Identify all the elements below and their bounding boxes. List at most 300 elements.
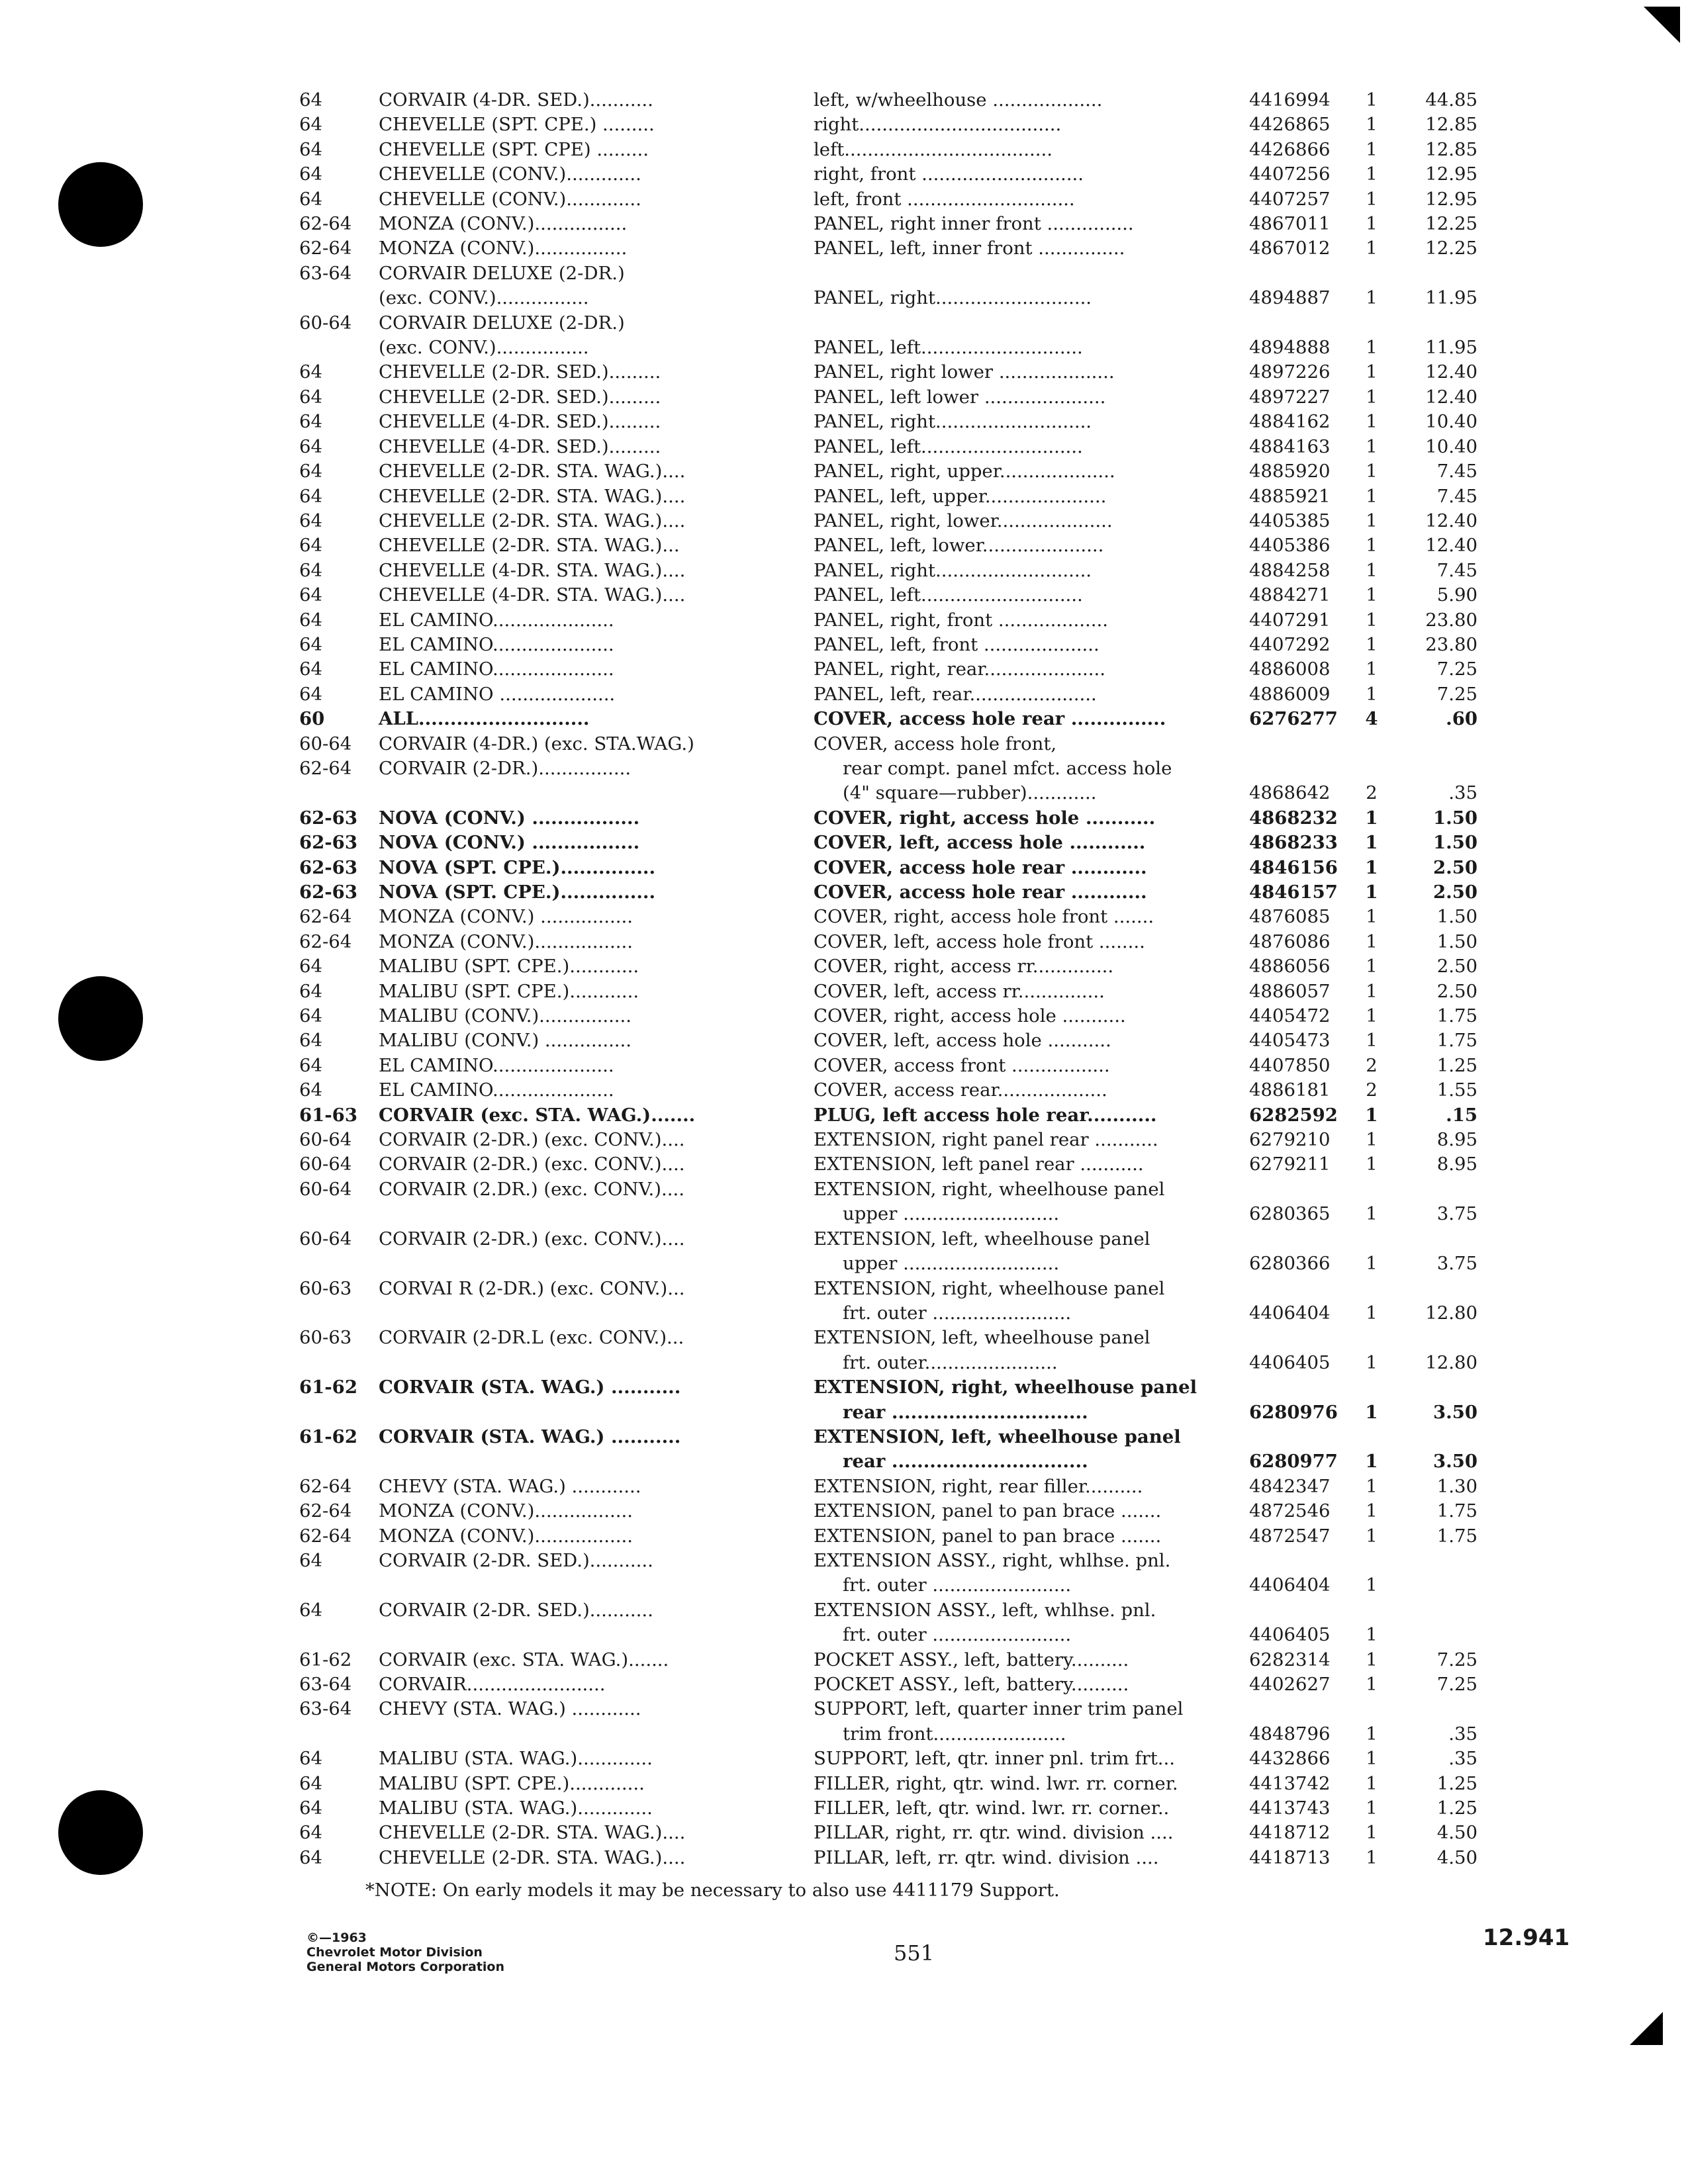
description-cell [799, 360, 1249, 385]
model-text: CHEVELLE (4-DR. STA. WAG.).... [379, 584, 686, 606]
description-cell [799, 1054, 1249, 1078]
year-text: 62-63 [299, 882, 357, 903]
model-cell [379, 806, 799, 831]
year-cell [299, 435, 379, 459]
description-text: COVER, right, access hole ........... [814, 807, 1156, 829]
quantity-cell: 1 [1366, 1574, 1378, 1596]
description-text: EXTENSION, right, wheelhouse panel [814, 1277, 1165, 1299]
price-cell: 1.25 [1436, 1797, 1477, 1819]
quantity-cell: 1 [1365, 807, 1378, 829]
table-row [299, 138, 1484, 162]
part-number-cell: 4405472 [1249, 1005, 1331, 1027]
price-cell: 1.25 [1436, 1054, 1477, 1076]
description-cell [799, 880, 1249, 905]
year-text: 64 [299, 114, 322, 136]
model-text: CORVAIR (2-DR. SED.)........... [379, 1549, 653, 1571]
model-cell [379, 905, 799, 929]
description-text: PLUG, left access hole rear........... [814, 1104, 1157, 1126]
table-row [299, 1672, 1484, 1697]
model-cell [379, 236, 799, 261]
table-row [299, 1103, 1484, 1128]
price-cell: 3.50 [1433, 1401, 1477, 1423]
model-cell [379, 1375, 799, 1425]
year-text: 62-63 [299, 807, 357, 829]
year-cell [299, 559, 379, 583]
table-row [299, 633, 1484, 657]
year-text: 64 [299, 188, 322, 210]
part-number-cell: 4884162 [1249, 411, 1331, 433]
year-text: 60-64 [299, 1154, 352, 1175]
part-number-cell: 4407257 [1249, 188, 1331, 210]
table-row [299, 113, 1484, 137]
year-cell [299, 212, 379, 236]
description-text: COVER, access hole front, [814, 733, 1057, 754]
price-cell: 23.80 [1425, 609, 1477, 631]
description-cell [799, 930, 1249, 954]
year-cell [299, 236, 379, 261]
part-number-cell: 4897226 [1249, 361, 1331, 383]
description-text: EXTENSION, panel to pan brace ....... [814, 1525, 1162, 1547]
model-text: CORVAIR (STA. WAG.) ........... [379, 1377, 681, 1398]
year-text: 63-64 [299, 262, 352, 284]
part-number-cell: 4418712 [1249, 1822, 1331, 1844]
quantity-cell: 1 [1366, 906, 1378, 928]
year-text: 64 [299, 609, 322, 631]
description-text: rear ............................... [843, 1401, 1088, 1423]
description-text: PANEL, right inner front ............... [814, 213, 1134, 235]
part-number-cell: 4407850 [1249, 1054, 1331, 1076]
model-text: CHEVELLE (2-DR. STA. WAG.).... [379, 1846, 686, 1868]
description-text: COVER, left, access hole front ........ [814, 931, 1145, 952]
model-cell [379, 1821, 799, 1845]
table-row [299, 1648, 1484, 1672]
year-text: 64 [299, 1822, 322, 1844]
price-cell: 2.50 [1433, 856, 1477, 878]
parts-table [299, 88, 1484, 1870]
table-row [299, 385, 1484, 410]
year-cell [299, 385, 379, 410]
year-text: 63-64 [299, 1674, 352, 1695]
quantity-cell: 1 [1366, 1822, 1378, 1844]
model-text: CORVAIR DELUXE (2-DR.) [379, 312, 625, 334]
quantity-cell: 1 [1366, 411, 1378, 433]
part-number-cell: 4413742 [1249, 1772, 1331, 1794]
table-row [299, 1054, 1484, 1078]
description-text: EXTENSION, right panel rear ........... [814, 1129, 1158, 1151]
model-text: MONZA (CONV.)................. [379, 931, 633, 952]
year-cell [299, 484, 379, 509]
price-cell: 11.95 [1425, 337, 1477, 359]
description-text [814, 261, 1249, 286]
year-text: 60-63 [299, 1277, 352, 1299]
year-cell [299, 1054, 379, 1078]
model-cell [379, 831, 799, 855]
description-cell [799, 583, 1249, 608]
description-cell [799, 1672, 1249, 1697]
description-text: PILLAR, right, rr. qtr. wind. division .... [814, 1822, 1174, 1844]
description-text: EXTENSION ASSY., right, whlhse. pnl. [814, 1549, 1171, 1571]
table-row [299, 1499, 1484, 1524]
model-cell [379, 1598, 799, 1648]
year-cell [299, 608, 379, 633]
part-number-cell: 4407256 [1249, 163, 1331, 185]
table-row [299, 509, 1484, 533]
price-cell: 1.75 [1436, 1005, 1477, 1027]
description-cell [799, 1326, 1249, 1375]
model-cell [379, 261, 799, 311]
table-row [299, 930, 1484, 954]
description-cell [799, 385, 1249, 410]
price-cell: 1.50 [1433, 832, 1477, 854]
model-text: CORVAIR (2-DR. SED.)........... [379, 1599, 653, 1621]
table-row [299, 954, 1484, 979]
quantity-cell: 1 [1366, 659, 1378, 680]
part-number-cell: 4402627 [1249, 1674, 1331, 1695]
year-text: 64 [299, 485, 322, 507]
part-number-cell: 4405473 [1249, 1030, 1331, 1052]
year-cell [299, 533, 379, 558]
model-text: CORVAIR (2-DR.) (exc. CONV.).... [379, 1154, 685, 1175]
table-row [299, 1747, 1484, 1771]
quantity-cell: 1 [1366, 510, 1378, 531]
model-text: EL CAMINO..................... [379, 1079, 614, 1101]
part-number-cell: 4846156 [1249, 856, 1338, 878]
description-text: PANEL, right, lower.................... [814, 510, 1113, 531]
year-text: 60-64 [299, 312, 352, 334]
description-cell [799, 905, 1249, 929]
model-text: CORVAIR (4-DR.) (exc. STA.WAG.) [379, 733, 694, 754]
quantity-cell: 1 [1366, 337, 1378, 359]
quantity-cell: 1 [1366, 287, 1378, 309]
year-cell [299, 1103, 379, 1128]
year-cell [299, 856, 379, 880]
part-number-cell: 4867012 [1249, 238, 1331, 259]
model-cell [379, 360, 799, 385]
year-cell [299, 1078, 379, 1103]
model-text: CHEVELLE (2-DR. STA. WAG.).... [379, 461, 686, 482]
year-text: 64 [299, 386, 322, 408]
year-text: 64 [299, 559, 322, 581]
model-cell [379, 1128, 799, 1152]
year-text: 62-64 [299, 757, 352, 779]
year-cell [299, 682, 379, 707]
year-text: 64 [299, 163, 322, 185]
part-number-cell: 6282314 [1249, 1649, 1331, 1670]
year-text: 64 [299, 683, 322, 705]
table-row [299, 1375, 1484, 1425]
model-cell [379, 1672, 799, 1697]
table-row [299, 1796, 1484, 1821]
price-cell: 5.90 [1436, 584, 1477, 606]
price-cell: 3.75 [1436, 1203, 1477, 1225]
quantity-cell: 1 [1366, 1154, 1378, 1175]
model-text: MALIBU (CONV.) ............... [379, 1030, 632, 1052]
year-text: 62-64 [299, 1475, 352, 1497]
description-text: PANEL, left............................ [814, 337, 1083, 359]
model-text: EL CAMINO..................... [379, 1054, 614, 1076]
quantity-cell: 1 [1366, 1351, 1378, 1373]
year-cell [299, 1004, 379, 1028]
model-text: EL CAMINO..................... [379, 659, 614, 680]
table-row [299, 682, 1484, 707]
table-row [299, 707, 1484, 731]
copyright-corporation: General Motors Corporation [306, 1960, 504, 1974]
model-cell [379, 1524, 799, 1549]
model-text: MALIBU (SPT. CPE.)............. [379, 1772, 645, 1794]
description-text: PANEL, left, inner front ............... [814, 238, 1125, 259]
quantity-cell: 1 [1365, 832, 1378, 854]
part-number-cell: 4418713 [1249, 1846, 1331, 1868]
model-cell [379, 435, 799, 459]
description-text: EXTENSION, left, wheelhouse panel [814, 1426, 1181, 1447]
part-number-cell: 4426866 [1249, 138, 1331, 160]
table-row [299, 831, 1484, 855]
description-text: left, front ............................. [814, 188, 1075, 210]
model-text: CHEVY (STA. WAG.) ............ [379, 1698, 641, 1720]
model-text: CORVAIR (4-DR. SED.)........... [379, 89, 653, 111]
copyright-block [306, 1931, 504, 1974]
model-cell [379, 410, 799, 434]
table-row [299, 1475, 1484, 1499]
table-row [299, 1524, 1484, 1549]
year-text: 60-64 [299, 1129, 352, 1151]
description-text: EXTENSION, left panel rear ........... [814, 1154, 1144, 1175]
description-text: COVER, access hole rear ............ [814, 882, 1147, 903]
model-text: NOVA (SPT. CPE.)............... [379, 882, 656, 903]
description-cell [799, 1028, 1249, 1053]
price-cell: .35 [1448, 1723, 1477, 1745]
price-cell: 1.55 [1436, 1079, 1477, 1101]
price-cell [1391, 1549, 1484, 1598]
model-cell [379, 1697, 799, 1747]
year-text: 61-62 [299, 1426, 357, 1447]
model-text: CHEVELLE (4-DR. SED.)......... [379, 435, 661, 457]
price-cell: 2.50 [1433, 882, 1477, 903]
model-cell [379, 1772, 799, 1796]
year-text: 64 [299, 361, 322, 383]
price-cell: 11.95 [1425, 287, 1477, 309]
model-cell [379, 930, 799, 954]
table-row [299, 1821, 1484, 1845]
price-cell: 7.45 [1436, 461, 1477, 482]
model-text: EL CAMINO..................... [379, 633, 614, 655]
description-text: rear ............................... [843, 1451, 1088, 1473]
copyright-year: ©—1963 [306, 1931, 367, 1945]
year-cell [299, 954, 379, 979]
year-cell [299, 410, 379, 434]
model-cell [379, 311, 799, 361]
description-cell [799, 806, 1249, 831]
part-number-cell: 6279210 [1249, 1129, 1331, 1151]
quantity-cell: 1 [1366, 1624, 1378, 1646]
part-number-cell: 4426865 [1249, 114, 1331, 136]
year-cell [299, 1747, 379, 1771]
year-text: 64 [299, 980, 322, 1002]
model-cell [379, 1078, 799, 1103]
year-cell [299, 138, 379, 162]
description-text: EXTENSION, right, wheelhouse panel [814, 1178, 1165, 1200]
price-cell: 44.85 [1425, 89, 1477, 111]
description-text: PANEL, left............................ [814, 584, 1083, 606]
model-cell [379, 187, 799, 212]
table-row [299, 1078, 1484, 1103]
model-text: CHEVELLE (CONV.)............. [379, 163, 641, 185]
part-number-cell: 4876085 [1249, 906, 1331, 928]
description-cell [799, 1277, 1249, 1326]
price-cell: 23.80 [1425, 633, 1477, 655]
model-text: MONZA (CONV.)................ [379, 213, 628, 235]
quantity-cell: 1 [1365, 882, 1378, 903]
year-cell [299, 1846, 379, 1870]
year-text: 61-62 [299, 1377, 357, 1398]
year-text: 64 [299, 411, 322, 433]
model-cell [379, 1177, 799, 1227]
page-number: 551 [894, 1940, 935, 1966]
price-cell: 12.25 [1425, 213, 1477, 235]
description-cell [799, 1177, 1249, 1227]
table-row [299, 1549, 1484, 1598]
year-text: 64 [299, 535, 322, 557]
price-cell: 7.45 [1436, 559, 1477, 581]
quantity-cell: 1 [1366, 1525, 1378, 1547]
model-text: MALIBU (CONV.)................ [379, 1005, 632, 1027]
part-number-cell: 6280366 [1249, 1253, 1331, 1275]
part-number-cell: 4406404 [1249, 1574, 1331, 1596]
description-text: PANEL, left............................ [814, 435, 1083, 457]
quantity-cell: 1 [1366, 89, 1378, 111]
part-number-cell: 4886008 [1249, 659, 1331, 680]
binder-hole-top [58, 162, 143, 247]
description-cell [799, 1821, 1249, 1845]
description-cell [799, 831, 1249, 855]
year-text: 61-63 [299, 1104, 357, 1126]
part-number-cell: 4406404 [1249, 1302, 1331, 1324]
table-row [299, 979, 1484, 1004]
year-text: 62-64 [299, 931, 352, 952]
year-text: 64 [299, 1846, 322, 1868]
description-text: frt. outer ........................ [843, 1574, 1072, 1596]
part-number-cell: 4886009 [1249, 683, 1331, 705]
description-text: frt. outer ........................ [843, 1302, 1072, 1324]
part-number-cell: 4872546 [1249, 1500, 1331, 1522]
description-cell [799, 1524, 1249, 1549]
model-cell [379, 1004, 799, 1028]
description-cell [799, 533, 1249, 558]
model-text: NOVA (CONV.) ................. [379, 832, 640, 854]
model-text: CORVAIR (exc. STA. WAG.)....... [379, 1104, 696, 1126]
year-cell [299, 1375, 379, 1425]
price-cell: 12.85 [1425, 138, 1477, 160]
description-cell [799, 236, 1249, 261]
year-text: 62-63 [299, 832, 357, 854]
model-text: CORVAIR (exc. STA. WAG.)....... [379, 1649, 669, 1670]
description-text: COVER, left, access rr............... [814, 980, 1105, 1002]
description-text: right, front ............................ [814, 163, 1084, 185]
description-cell [799, 954, 1249, 979]
description-cell [799, 1227, 1249, 1277]
year-text: 62-63 [299, 856, 357, 878]
price-cell: 10.40 [1425, 435, 1477, 457]
price-cell: 12.40 [1425, 510, 1477, 531]
year-text: 64 [299, 1797, 322, 1819]
description-cell [799, 1772, 1249, 1796]
description-text: PANEL, right........................... [814, 287, 1092, 309]
description-text: FILLER, left, qtr. wind. lwr. rr. corner.. [814, 1797, 1170, 1819]
year-cell [299, 459, 379, 484]
quantity-cell: 2 [1366, 1079, 1378, 1101]
model-cell [379, 1549, 799, 1598]
table-row [299, 435, 1484, 459]
table-row [299, 236, 1484, 261]
quantity-cell: 1 [1366, 163, 1378, 185]
year-cell [299, 1549, 379, 1598]
year-cell [299, 657, 379, 682]
description-text: SUPPORT, left, quarter inner trim panel [814, 1698, 1184, 1720]
table-row [299, 162, 1484, 187]
part-number-cell: 6280976 [1249, 1401, 1338, 1423]
description-cell [799, 1598, 1249, 1648]
quantity-cell: 1 [1366, 584, 1378, 606]
table-row [299, 657, 1484, 682]
table-row [299, 1004, 1484, 1028]
part-number-cell: 4407292 [1249, 633, 1331, 655]
table-row [299, 88, 1484, 113]
table-row [299, 905, 1484, 929]
year-cell [299, 1672, 379, 1697]
price-cell: 1.50 [1436, 931, 1477, 952]
description-text: PANEL, right lower .................... [814, 361, 1115, 383]
part-number-cell: 4405386 [1249, 535, 1331, 557]
model-cell [379, 657, 799, 682]
price-cell: 7.25 [1436, 659, 1477, 680]
model-cell [379, 1499, 799, 1524]
year-text: 64 [299, 1748, 322, 1770]
description-cell [799, 410, 1249, 434]
description-cell [799, 559, 1249, 583]
year-text: 60-64 [299, 1178, 352, 1200]
description-text: COVER, access hole rear ............ [814, 856, 1147, 878]
quantity-cell: 1 [1366, 1253, 1378, 1275]
model-text: CORVAIR (2.DR.) (exc. CONV.).... [379, 1178, 684, 1200]
quantity-cell: 1 [1366, 980, 1378, 1002]
description-text: PILLAR, left, rr. qtr. wind. division .... [814, 1846, 1159, 1868]
price-cell: 1.75 [1436, 1500, 1477, 1522]
model-cell [379, 113, 799, 137]
year-cell [299, 979, 379, 1004]
description-text: COVER, access hole rear ............... [814, 708, 1166, 730]
year-cell [299, 311, 379, 361]
year-cell [299, 187, 379, 212]
year-text: 60 [299, 708, 325, 730]
year-cell [299, 1524, 379, 1549]
model-cell [379, 954, 799, 979]
description-text: trim front....................... [843, 1723, 1066, 1745]
year-cell [299, 583, 379, 608]
part-number-cell: 4848796 [1249, 1723, 1331, 1745]
price-cell: 12.85 [1425, 114, 1477, 136]
model-cell [379, 880, 799, 905]
year-cell [299, 509, 379, 533]
quantity-cell: 1 [1366, 1302, 1378, 1324]
model-cell [379, 1152, 799, 1177]
model-text: CORVAIR DELUXE (2-DR.) [379, 262, 625, 284]
price-cell: 12.80 [1425, 1351, 1477, 1373]
model-text: CHEVELLE (2-DR. SED.)......... [379, 361, 661, 383]
corner-mark-bottom-right [1630, 2012, 1663, 2045]
year-text: 64 [299, 435, 322, 457]
model-cell [379, 856, 799, 880]
description-cell [799, 1152, 1249, 1177]
